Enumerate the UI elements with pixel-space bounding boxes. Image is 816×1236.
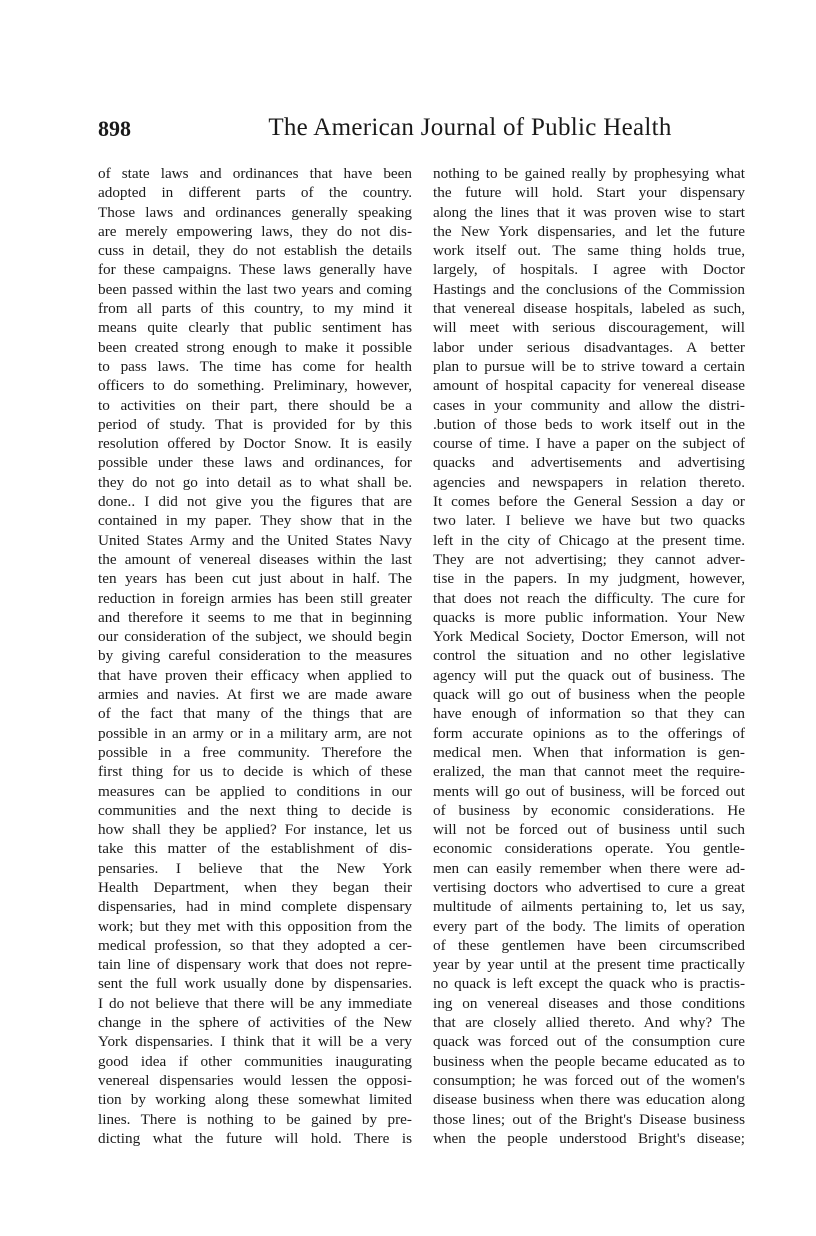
text-line: they do not go into detail as to what shall be. <box>98 473 412 491</box>
text-line: of the fact that many of the things that are <box>98 705 412 723</box>
text-line: dispensaries, had in mind complete dispensary <box>98 898 412 916</box>
text-line: quack will go out of business when the people <box>433 686 745 704</box>
text-line: measures can be applied to conditions in our <box>98 782 412 800</box>
text-line: have enough of information so that they can <box>433 705 745 723</box>
text-line: medical men. When that information is gen- <box>433 743 745 761</box>
text-line: Hastings and the conclusions of the Commission <box>433 280 745 298</box>
text-line: possible under these laws and ordinances, for <box>98 454 412 472</box>
text-line: tain line of dispensary work that does not repre- <box>98 956 412 974</box>
text-line: lines. There is nothing to be gained by pre- <box>98 1110 412 1128</box>
text-line: of these gentlemen have been circumscribed <box>433 936 745 954</box>
text-line: that are closely allied thereto. And why? The <box>433 1014 745 1032</box>
text-line: period of study. That is provided for by this <box>98 415 412 433</box>
text-line: that venereal disease hospitals, labeled as such, <box>433 300 745 318</box>
text-line: that does not reach the difficulty. The cure for <box>433 589 745 607</box>
text-line: contained in my paper. They show that in the <box>98 512 412 530</box>
text-line: sent the full work usually done by dispensaries. <box>98 975 412 993</box>
text-line: change in the sphere of activities of the New <box>98 1014 412 1032</box>
text-line: those lines; out of the Bright's Disease business <box>433 1110 745 1128</box>
text-line: medical profession, so that they adopted a cer- <box>98 936 412 954</box>
text-line: done.. I did not give you the figures that are <box>98 493 412 511</box>
text-line: I do not believe that there will be any immediate <box>98 994 412 1012</box>
text-line: possible in a free community. Therefore the <box>98 743 412 761</box>
text-line: our consideration of the subject, we should begin <box>98 628 412 646</box>
text-line: consumption; he was forced out of the women's <box>433 1071 745 1089</box>
text-line: cases in your community and allow the distri- <box>433 396 745 414</box>
text-line: nothing to be gained really by prophesying what <box>433 165 745 182</box>
text-line: disease business when there was education along <box>433 1091 745 1109</box>
text-line: every part of the body. The limits of operation <box>433 917 745 935</box>
text-line: take this matter of the establishment of dis- <box>98 840 412 858</box>
text-line: tise in the papers. In my judgment, however, <box>433 570 745 588</box>
text-line: agencies and newspapers in relation thereto. <box>433 473 745 491</box>
text-line: been passed within the last two years and coming <box>98 280 412 298</box>
text-line: officers to do something. Preliminary, however, <box>98 377 412 395</box>
text-line: quacks is more public information. Your New <box>433 608 745 626</box>
text-line: work itself out. The same thing holds true, <box>433 242 745 260</box>
text-line: how shall they be applied? For instance, let us <box>98 821 412 839</box>
text-line: of state laws and ordinances that have been <box>98 165 412 182</box>
text-line: It comes before the General Session a day or <box>433 493 745 511</box>
text-line: .bution of those beds to work itself out in the <box>433 415 745 433</box>
text-line: pensaries. I believe that the New York <box>98 859 412 877</box>
text-line: to pass laws. The time has come for health <box>98 357 412 375</box>
text-line: of business by economic considerations. He <box>433 801 745 819</box>
text-line: Health Department, when they began their <box>98 878 412 896</box>
text-line: resolution offered by Doctor Snow. It is easily <box>98 435 412 453</box>
text-line: York dispensaries. I think that it will be a very <box>98 1033 412 1051</box>
text-line: vertising doctors who advertised to cure a great <box>433 878 745 896</box>
text-line: ten years has been cut just about in half. The <box>98 570 412 588</box>
text-line: tion by working along these somewhat limited <box>98 1091 412 1109</box>
text-line: United States Army and the United States Navy <box>98 531 412 549</box>
text-line: for these campaigns. These laws generally have <box>98 261 412 279</box>
text-line: first thing for us to decide is which of these <box>98 763 412 781</box>
text-line: labor under serious disadvantages. A better <box>433 338 745 356</box>
text-line: cuss in detail, they do not establish the details <box>98 242 412 260</box>
text-line: adopted in different parts of the country. <box>98 184 412 202</box>
text-line: good idea if other communities inaugurating <box>98 1052 412 1070</box>
text-line: venereal dispensaries would lessen the opposi- <box>98 1071 412 1089</box>
text-line: agency will put the quack out of business. The <box>433 666 745 684</box>
text-line: work; but they met with this opposition from the <box>98 917 412 935</box>
text-line: will meet with serious discouragement, will <box>433 319 745 337</box>
text-line: amount of hospital capacity for venereal disease <box>433 377 745 395</box>
text-line: the future will hold. Start your dispensary <box>433 184 745 202</box>
text-line: plan to pursue will be to strive toward a certain <box>433 357 745 375</box>
journal-title: The American Journal of Public Health <box>268 114 672 141</box>
text-line: along the lines that it was proven wise to start <box>433 203 745 221</box>
text-line: by giving careful consideration to the measures <box>98 647 412 665</box>
left-column <box>98 164 412 1148</box>
text-line: communities and the next thing to decide is <box>98 801 412 819</box>
text-line: the New York dispensaries, and let the future <box>433 222 745 240</box>
text-line: when the people understood Bright's disease; <box>433 1129 745 1147</box>
text-line: been created strong enough to make it possible <box>98 338 412 356</box>
text-line: and therefore it seems to me that in beginning <box>98 608 412 626</box>
text-line: ments will go out of business, will be forced out <box>433 782 745 800</box>
text-line: the amount of venereal diseases within the last <box>98 550 412 568</box>
text-line: economic considerations operate. You gentle- <box>433 840 745 858</box>
text-line: are merely empowering laws, they do not dis- <box>98 222 412 240</box>
text-line: eralized, the man that cannot meet the require- <box>433 763 745 781</box>
text-line: quacks and advertisements and advertising <box>433 454 745 472</box>
text-line: to activities on their part, there should be a <box>98 396 412 414</box>
text-line: control the situation and no other legislative <box>433 647 745 665</box>
text-line: will not be forced out of business until such <box>433 821 745 839</box>
text-line: two later. I believe we have but two quacks <box>433 512 745 530</box>
text-line: dicting what the future will hold. There is <box>98 1129 412 1147</box>
text-line: multitude of ailments pertaining to, let us say, <box>433 898 745 916</box>
text-line: from all parts of this country, to my mind it <box>98 300 412 318</box>
text-line: quack was forced out of the consumption cure <box>433 1033 745 1051</box>
text-line: men can easily remember when there were ad- <box>433 859 745 877</box>
text-line: They are not advertising; they cannot adver- <box>433 550 745 568</box>
text-line: Those laws and ordinances generally speaking <box>98 203 412 221</box>
text-line: largely, of hospitals. I agree with Doctor <box>433 261 745 279</box>
text-line: ing on venereal diseases and those conditions <box>433 994 745 1012</box>
text-line: course of time. I have a paper on the subject of <box>433 435 745 453</box>
page-number: 898 <box>98 116 131 141</box>
text-line: York Medical Society, Doctor Emerson, will not <box>433 628 745 646</box>
text-line: year by year until at the present time practically <box>433 956 745 974</box>
text-line: means quite clearly that public sentiment has <box>98 319 412 337</box>
text-line: form accurate opinions as to the offerings of <box>433 724 745 742</box>
text-line: reduction in foreign armies has been still greater <box>98 589 412 607</box>
text-line: possible in an army or in a military arm, are not <box>98 724 412 742</box>
text-line: business when the people became educated as to <box>433 1052 745 1070</box>
text-line: that have proven their efficacy when applied to <box>98 666 412 684</box>
text-line: armies and navies. At first we are made aware <box>98 686 412 704</box>
text-line: left in the city of Chicago at the present time. <box>433 531 745 549</box>
right-column <box>433 164 745 1148</box>
text-line: no quack is left except the quack who is practis- <box>433 975 745 993</box>
